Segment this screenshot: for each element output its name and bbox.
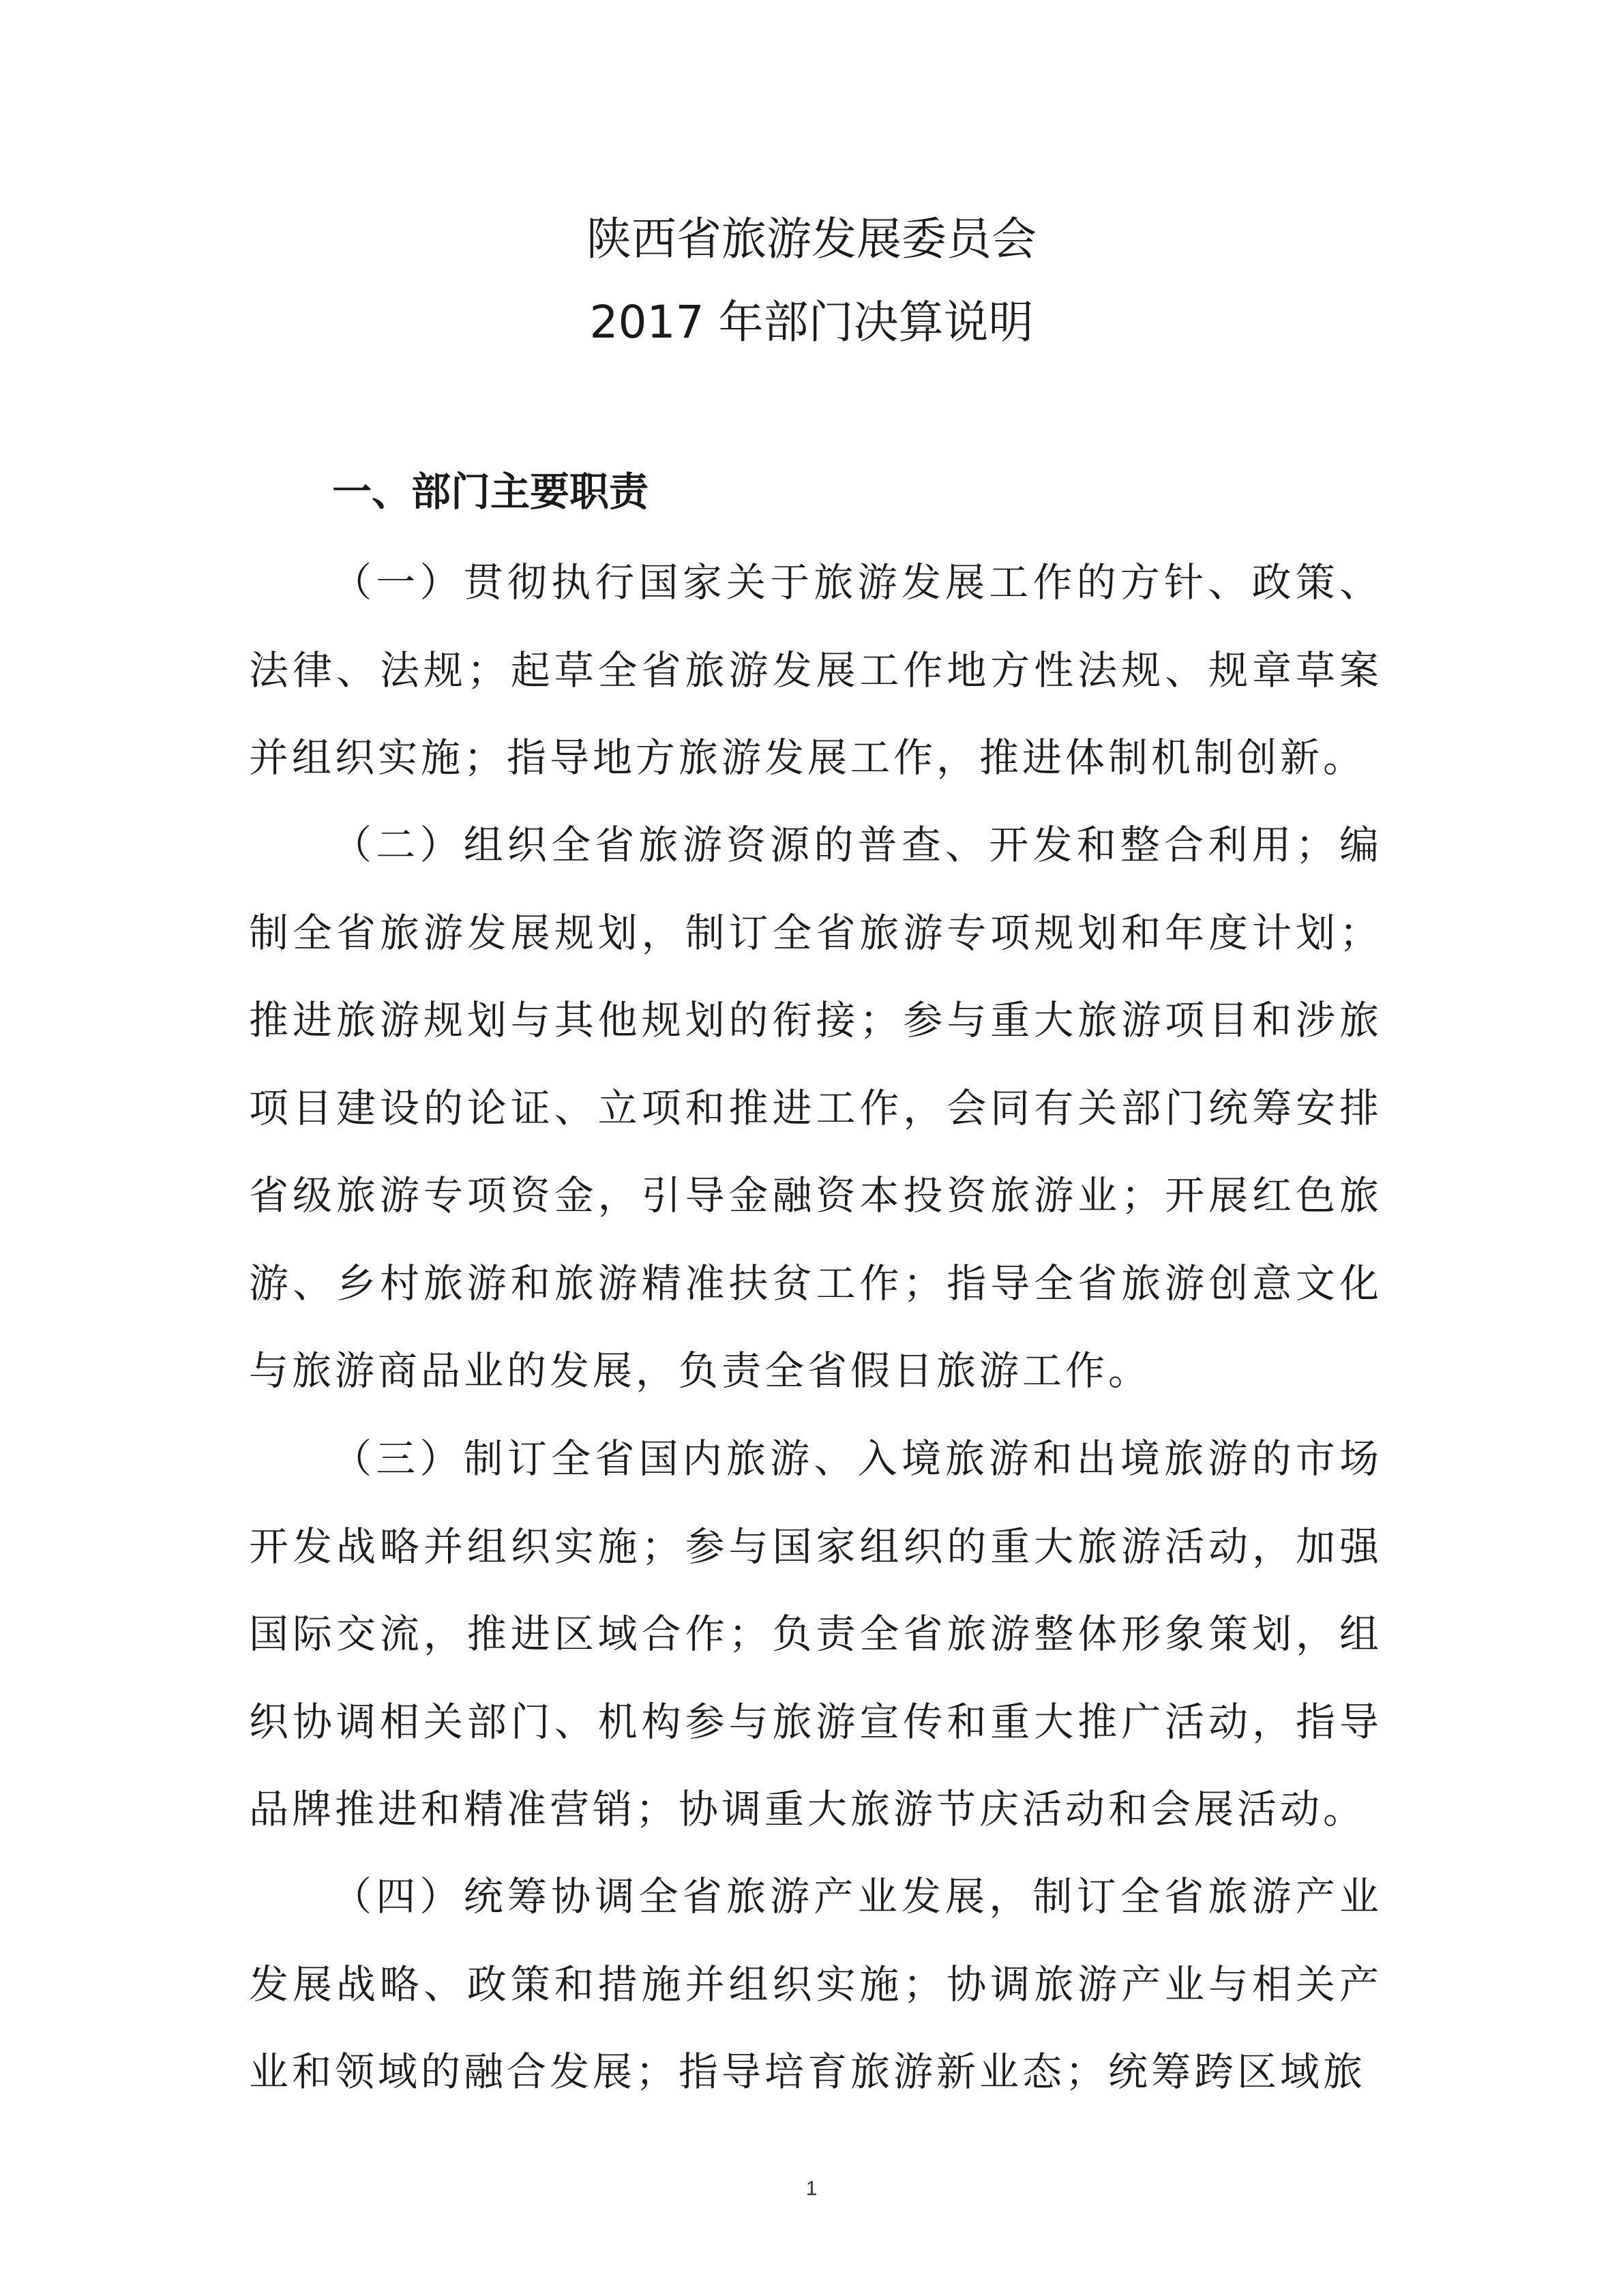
paragraph-2: （二）组织全省旅游资源的普查、开发和整合利用；编制全省旅游发展规划，制订全省旅游专项规划和年度计划；推进旅游规划与其他规划的衔接；参与重大旅游项目和涉旅项目建设的论证、立项和推进工作，会同有关部门统筹安排省级旅游专项资金，引导金融资本投资旅游业；开展红色旅游、乡村旅游和旅游精准扶贫工作；指导全省旅游创意文化与旅游商品业的发展，负责全省假日旅游工作。	[249, 822, 1382, 1394]
paragraph-3: （三）制订全省国内旅游、入境旅游和出境旅游的市场开发战略并组织实施；参与国家组织的重大旅游活动，加强国际交流，推进区域合作；负责全省旅游整体形象策划，组织协调相关部门、机构参与旅游宣传和重大推广活动，指导品牌推进和精准营销；协调重大旅游节庆活动和会展活动。	[249, 1435, 1382, 1832]
page-number: 1	[805, 2177, 818, 2200]
paragraph-4: （四）统筹协调全省旅游产业发展，制订全省旅游产业发展战略、政策和措施并组织实施；协调旅游产业与相关产业和领域的融合发展；指导培育旅游新业态；统筹跨区域旅	[249, 1873, 1382, 2095]
document-subtitle: 2017 年部门决算说明	[589, 296, 1034, 348]
document-title: 陕西省旅游发展委员会	[586, 213, 1037, 265]
paragraph-1: （一）贯彻执行国家关于旅游发展工作的方针、政策、法律、法规；起草全省旅游发展工作地方性法规、规章草案并组织实施；指导地方旅游发展工作，推进体制机制创新。	[249, 559, 1382, 781]
section-heading: 一、部门主要职责	[332, 468, 649, 515]
